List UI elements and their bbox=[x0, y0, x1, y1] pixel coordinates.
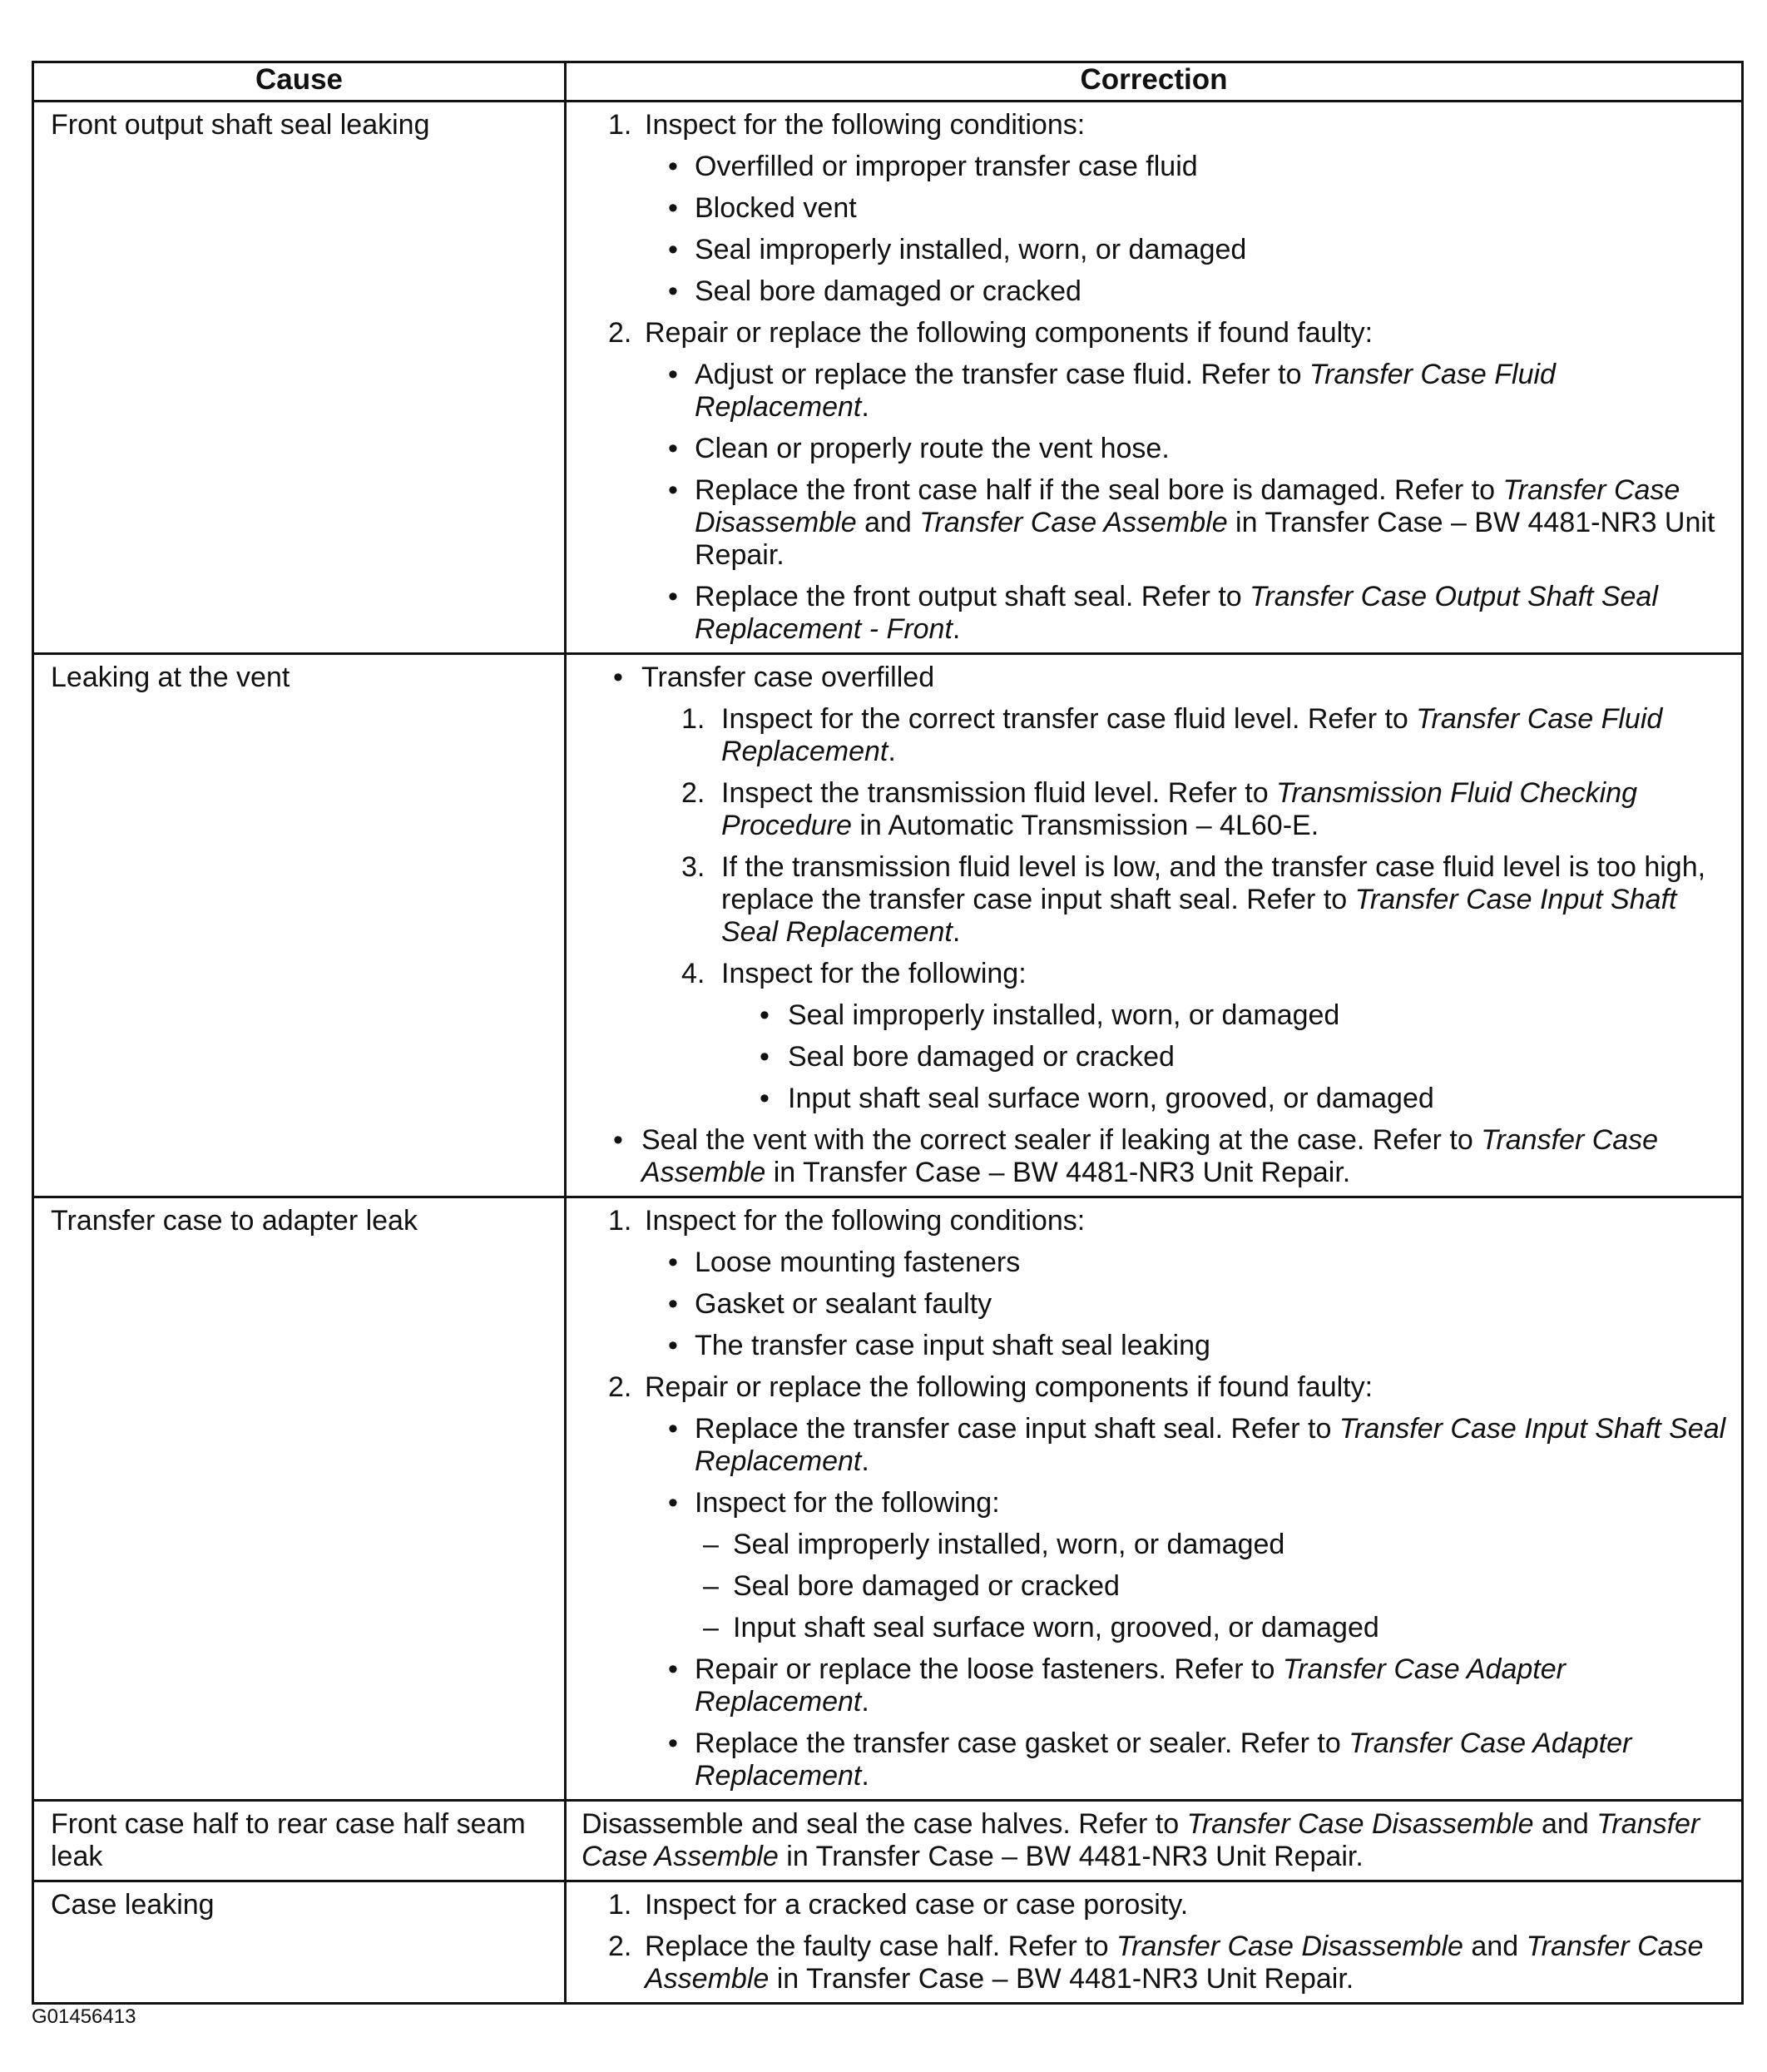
text-segment: Replace the transfer case input shaft seal. Refer to bbox=[695, 1413, 1339, 1445]
step-text bbox=[695, 1727, 1733, 1792]
step-text bbox=[721, 851, 1733, 949]
step-marker: • bbox=[668, 1413, 678, 1445]
text-segment: Repair or replace the following components if found faulty: bbox=[645, 317, 1374, 349]
step-text bbox=[695, 192, 1733, 225]
step-text bbox=[645, 317, 1733, 349]
procedure-reference: Transfer Case Assemble bbox=[641, 1124, 1659, 1188]
step-marker: • bbox=[668, 1247, 678, 1278]
correction-step bbox=[567, 1570, 1733, 1603]
text-segment: Replace the front output shaft seal. Refer to bbox=[695, 581, 1250, 612]
text-segment: . bbox=[888, 736, 896, 767]
step-marker: 3. bbox=[681, 851, 705, 883]
procedure-reference: Transfer Case Input Shaft Seal Replacement bbox=[695, 1413, 1726, 1477]
text-segment: Repair or replace the following components if found faulty: bbox=[645, 1371, 1374, 1403]
text-segment: . bbox=[861, 1445, 869, 1477]
correction-cell bbox=[566, 1197, 1743, 1801]
step-marker: • bbox=[668, 433, 678, 464]
text-segment: in Automatic Transmission – 4L60-E. bbox=[851, 810, 1319, 841]
procedure-reference: Transfer Case Adapter Replacement bbox=[695, 1727, 1632, 1792]
procedure-reference: Transfer Case Disassemble bbox=[1186, 1808, 1534, 1840]
correction-step bbox=[567, 1041, 1733, 1073]
correction-step bbox=[567, 851, 1733, 949]
text-segment: If the transmission fluid level is low, and the transfer case fluid level is too high, replace the transfer case input shaft seal. Refer to bbox=[721, 851, 1706, 915]
table-row bbox=[33, 1881, 1743, 2004]
correction-step bbox=[567, 275, 1733, 308]
step-marker: • bbox=[760, 1041, 770, 1073]
step-marker: 1. bbox=[608, 109, 632, 141]
step-text bbox=[733, 1529, 1733, 1561]
text-segment: Loose mounting fasteners bbox=[695, 1247, 1021, 1278]
step-text bbox=[695, 275, 1733, 308]
correction-step bbox=[567, 958, 1733, 990]
step-text bbox=[695, 1247, 1733, 1279]
step-text bbox=[645, 109, 1733, 141]
step-text bbox=[733, 1570, 1733, 1603]
text-segment: Inspect for the following: bbox=[695, 1487, 1000, 1519]
cause-cell: Transfer case to adapter leak bbox=[33, 1197, 566, 1801]
text-segment: in Transfer Case – BW 4481-NR3 Unit Repair. bbox=[778, 1841, 1364, 1872]
step-marker: 2. bbox=[681, 777, 705, 809]
text-segment: . bbox=[861, 391, 869, 423]
text-segment: Inspect for the following conditions: bbox=[645, 109, 1086, 141]
text-segment: . bbox=[861, 1686, 869, 1718]
text-segment: in Transfer Case – BW 4481-NR3 Unit Repair. bbox=[765, 1157, 1351, 1188]
cause-cell: Front output shaft seal leaking bbox=[33, 102, 566, 654]
step-marker: • bbox=[668, 474, 678, 506]
step-text bbox=[695, 474, 1733, 572]
step-marker: 2. bbox=[608, 1931, 632, 1962]
correction-step bbox=[567, 1529, 1733, 1561]
step-text bbox=[721, 777, 1733, 842]
correction-step bbox=[567, 1808, 1733, 1873]
text-segment: and bbox=[1463, 1931, 1527, 1962]
text-segment: . bbox=[952, 613, 961, 645]
procedure-reference: Transmission Fluid Checking Procedure bbox=[721, 777, 1638, 841]
figure-id: G01456413 bbox=[32, 2005, 136, 2028]
procedure-reference: Transfer Case Disassemble bbox=[1116, 1931, 1463, 1962]
table-body bbox=[33, 102, 1743, 2004]
step-text bbox=[733, 1612, 1733, 1644]
step-marker: – bbox=[703, 1529, 719, 1560]
correction-step bbox=[567, 192, 1733, 225]
correction-step bbox=[567, 1889, 1733, 1921]
text-segment: in Transfer Case – BW 4481-NR3 Unit Repair. bbox=[695, 507, 1715, 571]
step-marker: • bbox=[668, 1487, 678, 1519]
correction-cell bbox=[566, 1881, 1743, 2004]
text-segment: and bbox=[856, 507, 920, 538]
procedure-reference: Transfer Case Assemble bbox=[582, 1808, 1700, 1872]
step-marker: • bbox=[613, 662, 623, 693]
text-segment: Input shaft seal surface worn, grooved, or damaged bbox=[733, 1612, 1379, 1643]
step-marker: • bbox=[668, 359, 678, 390]
correction-step bbox=[567, 474, 1733, 572]
step-text bbox=[695, 1330, 1733, 1362]
text-segment: and bbox=[1533, 1808, 1597, 1840]
correction-step bbox=[567, 433, 1733, 465]
text-segment: Inspect the transmission fluid level. Refer to bbox=[721, 777, 1277, 809]
correction-step bbox=[567, 703, 1733, 768]
correction-cell bbox=[566, 654, 1743, 1197]
procedure-reference: Transfer Case Output Shaft Seal Replacement - Front bbox=[695, 581, 1658, 645]
text-segment: in Transfer Case – BW 4481-NR3 Unit Repair. bbox=[769, 1963, 1354, 1995]
correction-step bbox=[567, 234, 1733, 266]
text-segment: Seal improperly installed, worn, or damaged bbox=[695, 234, 1247, 265]
text-segment: Disassemble and seal the case halves. Refer to bbox=[582, 1808, 1187, 1840]
text-segment: Clean or properly route the vent hose. bbox=[695, 433, 1170, 464]
cause-cell: Leaking at the vent bbox=[33, 654, 566, 1197]
text-segment: Seal improperly installed, worn, or damaged bbox=[733, 1529, 1285, 1560]
text-segment: . bbox=[952, 916, 961, 948]
correction-header: Correction bbox=[566, 62, 1743, 102]
table-row bbox=[33, 102, 1743, 654]
step-text bbox=[645, 1371, 1733, 1404]
text-segment: Repair or replace the loose fasteners. Refer to bbox=[695, 1653, 1283, 1685]
step-text bbox=[695, 234, 1733, 266]
procedure-reference: Transfer Case Assemble bbox=[919, 507, 1228, 538]
procedure-reference: Transfer Case Input Shaft Seal Replacement bbox=[721, 884, 1677, 948]
step-text bbox=[695, 1413, 1733, 1478]
correction-step bbox=[567, 581, 1733, 646]
text-segment: Blocked vent bbox=[695, 192, 857, 224]
cause-header: Cause bbox=[33, 62, 566, 102]
procedure-reference: Transfer Case Adapter Replacement bbox=[695, 1653, 1566, 1718]
step-marker: • bbox=[760, 1083, 770, 1114]
step-text bbox=[645, 1931, 1733, 1995]
correction-cell bbox=[566, 1801, 1743, 1881]
step-marker: 2. bbox=[608, 317, 632, 349]
correction-step bbox=[567, 999, 1733, 1032]
step-marker: 1. bbox=[681, 703, 705, 735]
correction-step bbox=[567, 662, 1733, 694]
correction-step bbox=[567, 1653, 1733, 1718]
text-segment: Replace the faulty case half. Refer to bbox=[645, 1931, 1116, 1962]
step-text bbox=[695, 433, 1733, 465]
step-marker: • bbox=[613, 1124, 623, 1156]
text-segment: Inspect for the following conditions: bbox=[645, 1205, 1086, 1237]
step-marker: • bbox=[668, 275, 678, 307]
step-text bbox=[645, 1889, 1733, 1921]
step-text bbox=[695, 151, 1733, 183]
correction-step bbox=[567, 1413, 1733, 1478]
step-text bbox=[695, 1487, 1733, 1519]
table-row bbox=[33, 1801, 1743, 1881]
text-segment: . bbox=[861, 1760, 869, 1792]
step-marker: • bbox=[668, 581, 678, 612]
cause-cell: Front case half to rear case half seam leak bbox=[33, 1801, 566, 1881]
correction-step bbox=[567, 1931, 1733, 1995]
step-marker: 4. bbox=[681, 958, 705, 989]
correction-step bbox=[567, 1083, 1733, 1115]
step-marker: 1. bbox=[608, 1889, 632, 1921]
step-text bbox=[721, 958, 1733, 990]
text-segment: Transfer case overfilled bbox=[641, 662, 935, 693]
step-text bbox=[641, 662, 1733, 694]
correction-step bbox=[567, 1124, 1733, 1189]
correction-step bbox=[567, 317, 1733, 349]
procedure-reference: Transfer Case Fluid Replacement bbox=[721, 703, 1663, 767]
step-text bbox=[695, 1288, 1733, 1321]
table-header-row bbox=[33, 62, 1743, 102]
correction-step bbox=[567, 1487, 1733, 1519]
step-marker: • bbox=[760, 999, 770, 1031]
step-marker: • bbox=[668, 1330, 678, 1361]
step-text bbox=[788, 1041, 1733, 1073]
text-segment: Replace the transfer case gasket or sealer. Refer to bbox=[695, 1727, 1349, 1759]
correction-step bbox=[567, 1205, 1733, 1237]
step-marker: • bbox=[668, 1288, 678, 1320]
step-text bbox=[721, 703, 1733, 768]
step-marker: • bbox=[668, 234, 678, 265]
correction-step bbox=[567, 109, 1733, 141]
correction-step bbox=[567, 1371, 1733, 1404]
step-marker: • bbox=[668, 151, 678, 182]
step-marker: 2. bbox=[608, 1371, 632, 1403]
step-text bbox=[645, 1205, 1733, 1237]
text-segment: Inspect for a cracked case or case porosity. bbox=[645, 1889, 1189, 1921]
step-text bbox=[582, 1808, 1733, 1873]
correction-step bbox=[567, 151, 1733, 183]
text-segment: Seal bore damaged or cracked bbox=[788, 1041, 1175, 1073]
step-text bbox=[695, 359, 1733, 424]
text-segment: Seal the vent with the correct sealer if leaking at the case. Refer to bbox=[641, 1124, 1482, 1156]
text-segment: Seal improperly installed, worn, or damaged bbox=[788, 999, 1340, 1031]
correction-step bbox=[567, 1727, 1733, 1792]
text-segment: Seal bore damaged or cracked bbox=[733, 1570, 1120, 1602]
text-segment: Inspect for the following: bbox=[721, 958, 1027, 989]
troubleshooting-table bbox=[32, 61, 1744, 2005]
step-marker: – bbox=[703, 1612, 719, 1643]
step-text bbox=[695, 581, 1733, 646]
text-segment: Gasket or sealant faulty bbox=[695, 1288, 992, 1320]
correction-cell bbox=[566, 102, 1743, 654]
step-text bbox=[695, 1653, 1733, 1718]
step-text bbox=[641, 1124, 1733, 1189]
correction-step bbox=[567, 777, 1733, 842]
text-segment: Input shaft seal surface worn, grooved, or damaged bbox=[788, 1083, 1434, 1114]
text-segment: Overfilled or improper transfer case fluid bbox=[695, 151, 1198, 182]
correction-step bbox=[567, 1330, 1733, 1362]
correction-step bbox=[567, 1612, 1733, 1644]
text-segment: Adjust or replace the transfer case fluid. Refer to bbox=[695, 359, 1309, 390]
procedure-reference: Transfer Case Disassemble bbox=[695, 474, 1680, 538]
text-segment: Seal bore damaged or cracked bbox=[695, 275, 1081, 307]
correction-step bbox=[567, 1288, 1733, 1321]
step-marker: • bbox=[668, 1727, 678, 1759]
procedure-reference: Transfer Case Fluid Replacement bbox=[695, 359, 1556, 423]
text-segment: Replace the front case half if the seal bore is damaged. Refer to bbox=[695, 474, 1503, 506]
correction-step bbox=[567, 1247, 1733, 1279]
table-row bbox=[33, 1197, 1743, 1801]
procedure-reference: Transfer Case Assemble bbox=[645, 1931, 1704, 1995]
step-marker: • bbox=[668, 192, 678, 224]
table-row bbox=[33, 654, 1743, 1197]
correction-step bbox=[567, 359, 1733, 424]
step-marker: 1. bbox=[608, 1205, 632, 1237]
step-marker: – bbox=[703, 1570, 719, 1602]
text-segment: Inspect for the correct transfer case fluid level. Refer to bbox=[721, 703, 1417, 735]
step-text bbox=[788, 999, 1733, 1032]
cause-cell: Case leaking bbox=[33, 1881, 566, 2004]
step-text bbox=[788, 1083, 1733, 1115]
text-segment: The transfer case input shaft seal leaking bbox=[695, 1330, 1210, 1361]
step-marker: • bbox=[668, 1653, 678, 1685]
